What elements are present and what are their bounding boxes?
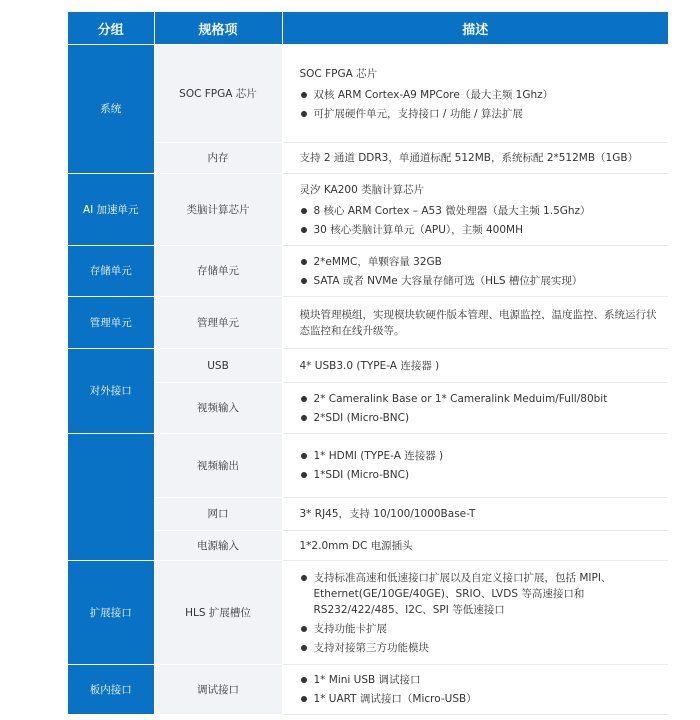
desc-storage <box>282 246 668 297</box>
spec-storage: 存储单元 <box>154 246 282 297</box>
list-item: 1* HDMI (TYPE-A 连接器 ) <box>300 448 659 464</box>
desc-video-in <box>282 383 668 434</box>
spec-network: 网口 <box>154 498 282 531</box>
list-item: 2*eMMC，单颗容量 32GB <box>300 254 659 270</box>
desc-usb: 4* USB3.0 (TYPE-A 连接器 ) <box>282 349 668 383</box>
list-item: 支持功能卡扩展 <box>300 621 659 637</box>
header-spec: 规格项 <box>154 12 282 45</box>
spec-debug: 调试接口 <box>154 665 282 715</box>
table-row <box>68 434 668 498</box>
header-desc: 描述 <box>282 12 668 45</box>
list-item: 30 核心类脑计算单元（APU），主频 400MH <box>300 222 659 238</box>
list-item: 支持对接第三方功能模块 <box>300 640 659 656</box>
spec-management: 管理单元 <box>154 297 282 349</box>
desc-hls-list <box>300 570 659 656</box>
table-row <box>68 498 668 531</box>
table-row <box>68 665 668 715</box>
desc-soc-title: SOC FPGA 芯片 <box>299 67 378 80</box>
list-item: 8 核心 ARM Cortex – A53 微处理器（最大主频 1.5Ghz） <box>300 203 659 219</box>
spec-video-out: 视频输出 <box>154 434 282 498</box>
spec-ai-chip: 类脑计算芯片 <box>154 174 282 246</box>
group-ai: AI 加速单元 <box>68 174 154 246</box>
table-row <box>68 349 668 383</box>
desc-video-in-list <box>300 391 659 426</box>
list-item: 2*SDI (Micro-BNC) <box>300 410 659 426</box>
list-item: 1* Mini USB 调试接口 <box>300 672 659 688</box>
desc-soc-list <box>300 87 659 122</box>
desc-network: 3* RJ45，支持 10/100/1000Base-T <box>282 498 668 531</box>
list-item: 1* UART 调试接口（Micro-USB） <box>300 691 659 707</box>
desc-hls <box>282 561 668 665</box>
desc-power: 1*2.0mm DC 电源插头 <box>282 531 668 561</box>
list-item: 双核 ARM Cortex-A9 MPCore（最大主频 1Ghz） <box>300 87 659 103</box>
table-row <box>68 174 668 246</box>
desc-ai-chip-list <box>300 203 659 238</box>
spec-power: 电源输入 <box>154 531 282 561</box>
group-onboard: 板内接口 <box>68 665 154 715</box>
group-expansion: 扩展接口 <box>68 561 154 665</box>
desc-video-out-list <box>300 448 659 483</box>
table-header-row <box>68 12 668 45</box>
desc-memory: 支持 2 通道 DDR3，单通道标配 512MB，系统标配 2*512MB（1GB） <box>282 143 668 174</box>
desc-debug <box>282 665 668 715</box>
spec-hls: HLS 扩展槽位 <box>154 561 282 665</box>
spec-memory: 内存 <box>154 143 282 174</box>
list-item: 支持标准高速和低速接口扩展以及自定义接口扩展，包括 MIPI、Ethernet(GE/10GE/40GE)、SRIO、LVDS 等高速接口和 RS232/422/485、I2C、SPI 等低速接口 <box>300 570 659 618</box>
table-row <box>68 561 668 665</box>
table-row <box>68 143 668 174</box>
table-row <box>68 297 668 349</box>
desc-storage-list <box>300 254 659 289</box>
spec-table <box>68 12 668 715</box>
desc-video-out <box>282 434 668 498</box>
list-item: SATA 或者 NVMe 大容量存储可选（HLS 槽位扩展实现） <box>300 273 659 289</box>
header-group: 分组 <box>68 12 154 45</box>
table-row <box>68 45 668 143</box>
group-storage: 存储单元 <box>68 246 154 297</box>
spec-video-in: 视频输入 <box>154 383 282 434</box>
spec-usb: USB <box>154 349 282 383</box>
desc-debug-list <box>300 672 659 707</box>
table-row <box>68 531 668 561</box>
table-row <box>68 246 668 297</box>
spec-table-container <box>68 12 668 715</box>
group-management: 管理单元 <box>68 297 154 349</box>
desc-ai-chip <box>282 174 668 246</box>
group-external: 对外接口 <box>68 349 154 434</box>
desc-ai-chip-title: 灵汐 KA200 类脑计算芯片 <box>299 183 425 196</box>
group-system: 系统 <box>68 45 154 174</box>
list-item: 1*SDI (Micro-BNC) <box>300 467 659 483</box>
group-external-continued <box>68 434 154 561</box>
table-row <box>68 383 668 434</box>
spec-soc: SOC FPGA 芯片 <box>154 45 282 143</box>
list-item: 2* Cameralink Base or 1* Cameralink Meduim/Full/80bit <box>300 391 659 407</box>
desc-management: 模块管理模组，实现模块软硬件版本管理、电源监控、温度监控、系统运行状态监控和在线升级等。 <box>282 297 668 349</box>
list-item: 可扩展硬件单元，支持接口 / 功能 / 算法扩展 <box>300 106 659 122</box>
desc-soc <box>282 45 668 143</box>
